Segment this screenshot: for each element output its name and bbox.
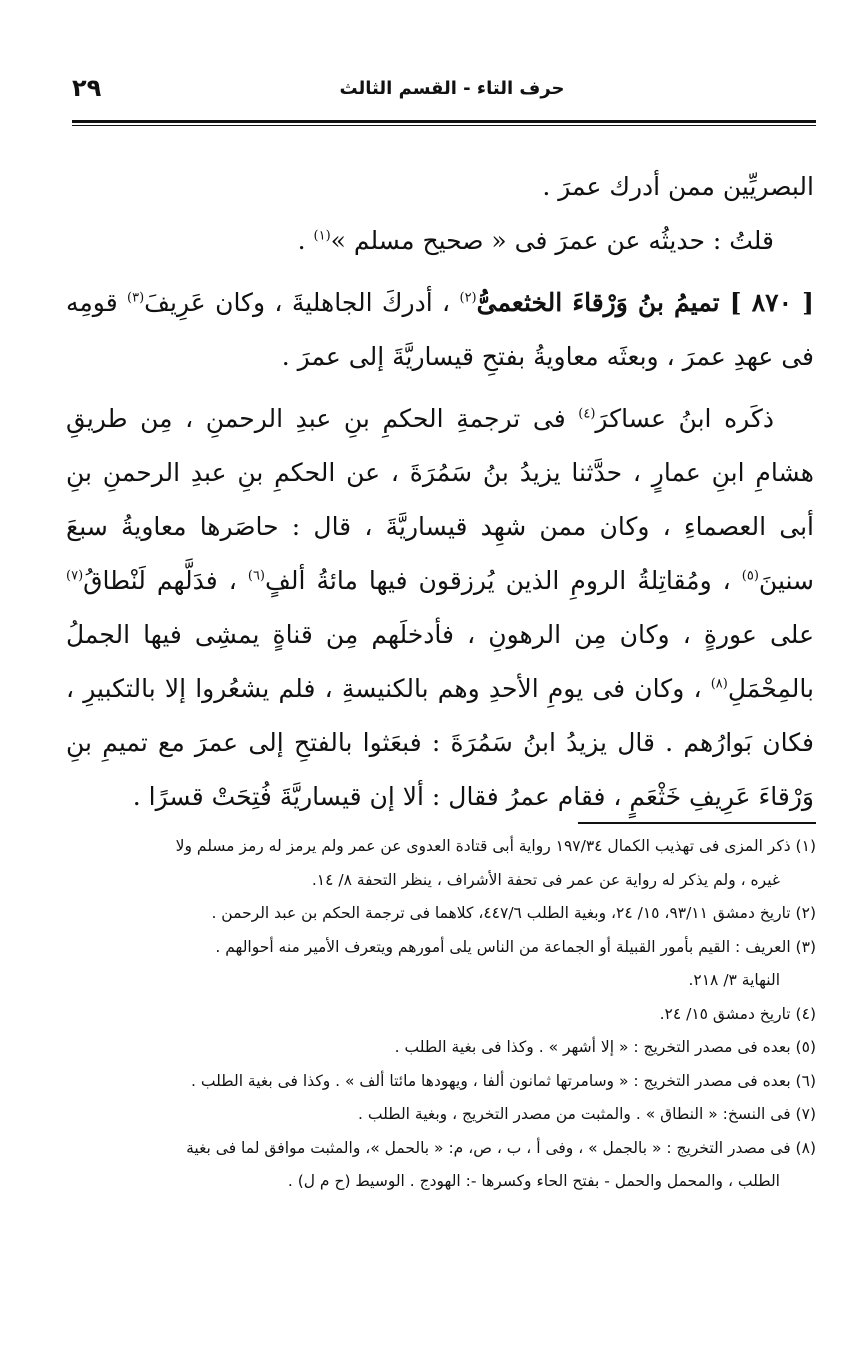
footnote-ref: (٣) [127,290,145,306]
footnote-2: (٢) تاريخ دمشق ٩٣/١١، ١٥/ ٢٤، وبغية الطلب ٤٤٧/٦، كلاهما فى ترجمة الحكم بن عبد الرحمن . [211,904,816,922]
footnotes [66,830,816,1199]
paragraph-text: ذكَره ابنُ عساكرَ [595,404,775,433]
scholar-note-text: قلتُ : حديثُه عن عمرَ فى « صحيح مسلم » [330,226,774,255]
entry-name: تميمُ بنُ وَرْقاءَ الخثعمىُّ [476,288,720,317]
footnote-7: (٧) فى النسخ: « النطاق » . والمثبت من مصدر التخريج ، وبغية الطلب . [358,1105,816,1123]
footnote-ref: (١) [313,228,331,244]
paragraph-text: ، وكان فى يومِ الأحدِ وهم بالكنيسةِ ، فلم يشعُروا إلا بالتكبيرِ ، فكان بَوارُهم . قال يزيدُ ابنُ سَمُرَةَ : فبعَثوا بالفتحِ إلى عمرَ مع تميمِ بنِ وَرْقاءَ عَرِيفِ خَثْعَمٍ ، فقام عمرُ فقال : ألا إن قيساريَّةَ فُتِحَتْ قسرًا . [66,674,814,811]
paragraph-text: فى ترجمةِ الحكمِ بنِ عبدِ الرحمنِ ، مِن طريقِ هشامِ ابنِ عمارٍ ، حدَّثنا يزيدُ بنُ سَمُرَةَ ، عن الحكمِ بنِ عبدِ الرحمنِ بنِ أبى العصماءِ ، وكان ممن شهِد قيساريَّةَ ، قال : حاصَرها معاويةُ سبعَ سنينَ [66,404,814,595]
entry-number: [ ٨٧٠ ] [719,288,814,317]
footnote-rule [578,822,816,824]
footnote-1-cont: غيره ، ولم يذكر له رواية عن عمر فى تحفة الأشراف ، ينظر التحفة ٨/ ١٤. [311,870,780,889]
running-head: حرف التاء - القسم الثالث [339,78,565,99]
paragraph-text: على عورةٍ ، وكان مِن الرهونِ ، فأدخلَهم مِن قناةٍ يمشِى فيها الجملُ بالمِحْمَلِ [66,620,814,703]
page-header [72,72,812,112]
footnote-6: (٦) بعده فى مصدر التخريج : « وسامرتها ثمانون ألفا ، ويهودها مائتا ألف » . وكذا فى بغية الطلب . [191,1071,816,1090]
footnote-1: (١) ذكر المزى فى تهذيب الكمال ١٩٧/٣٤ رواية أبى قتادة العدوى عن عمر ولم يرمز له رمز مسلم ولا [175,837,816,855]
footnote-ref: (٢) [459,290,477,306]
scholar-note-end: . [297,226,314,255]
footnote-8-cont: الطلب ، والمحمل والحمل - بفتح الحاء وكسرها -: الهودج . الوسيط (ح م ل) . [287,1172,780,1190]
paragraph-text: ، فدَلَّهم لَنْطاقُ [83,566,248,595]
page-number: ٢٩ [72,74,102,102]
paragraph-text: ، ومُقاتِلةُ الرومِ الذين يُرزقون فيها مائةُ ألفٍ [265,566,742,595]
footnote-ref: (٨) [710,676,728,692]
footnote-ref: (٦) [247,568,265,584]
footnote-ref: (٤) [578,406,596,422]
text-line: البصريِّين ممن أدرك عمرَ . [542,172,814,201]
footnote-4: (٤) تاريخ دمشق ١٥/ ٢٤. [659,1004,816,1023]
scholar-note [66,214,814,268]
header-rule [72,120,816,126]
footnote-5: (٥) بعده فى مصدر التخريج : « إلا أشهر » . وكذا فى بغية الطلب . [394,1038,816,1056]
footnote-ref: (٧) [66,568,84,584]
footnote-8: (٨) فى مصدر التخريج : « بالجمل » ، وفى أ ، ب ، ص، م: « بالحمل »، والمثبت موافق لما فى بغية [186,1138,816,1157]
narration-paragraph [66,392,814,824]
footnote-3-cont: النهاية ٣/ ٢١٨. [688,971,780,989]
entry-text: قومِه فى عهدِ عمرَ ، وبعثَه معاويةُ بفتحِ قيساريَّةَ إلى عمرَ . [66,288,814,371]
biography-entry [66,276,814,384]
footnote-3: (٣) العريف : القيم بأمور القبيلة أو الجماعة من الناس يلى أمورهم ويتعرف الأمير منه أحوالهم . [215,937,816,956]
entry-text: ، أدركَ الجاهليةَ ، وكان عَرِيفَ [144,288,460,317]
footnote-ref: (٥) [741,568,759,584]
main-text [66,160,814,824]
